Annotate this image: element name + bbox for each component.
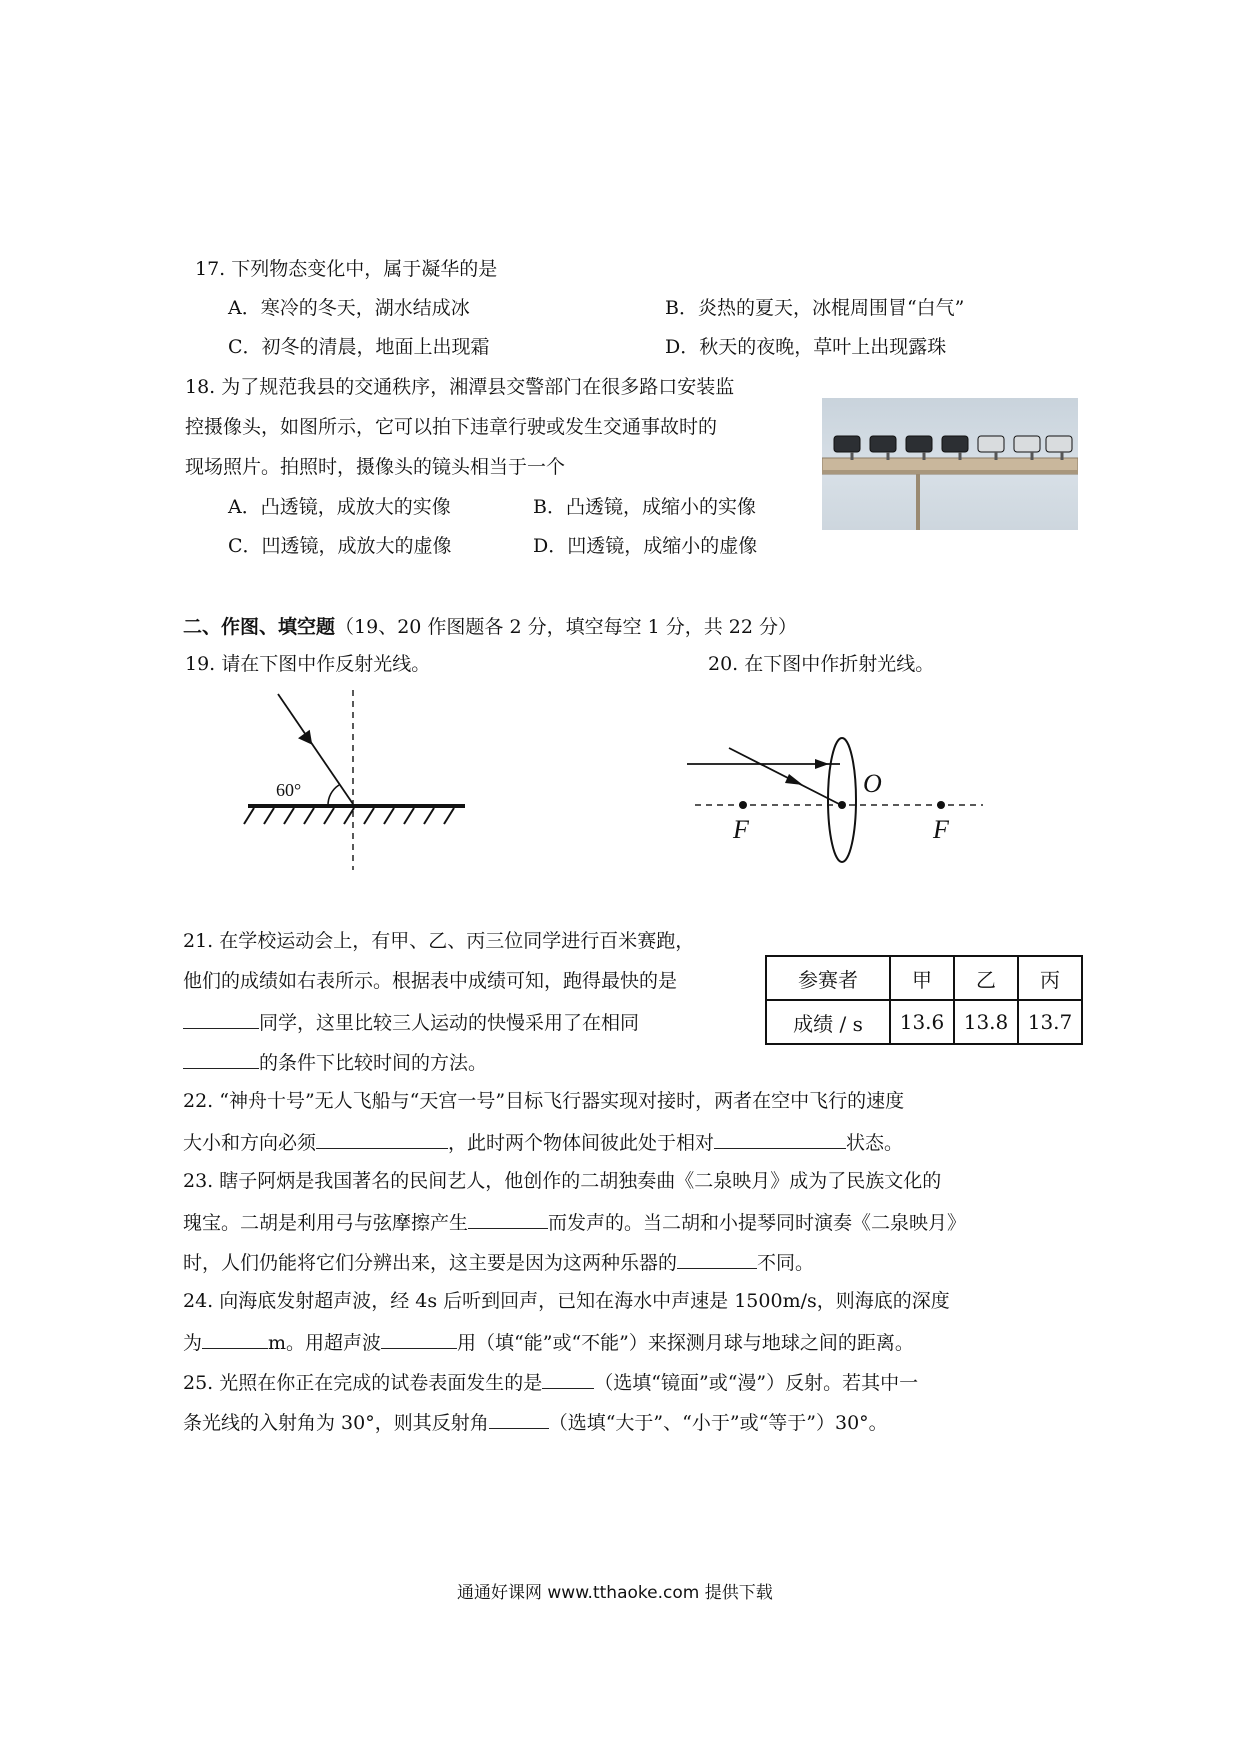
q18-line2: 控摄像头，如图所示，它可以拍下违章行驶或发生交通事故时的 <box>185 416 718 438</box>
q17-option-c: C．初冬的清晨，地面上出现霜 <box>228 336 490 358</box>
table-cell: 13.7 <box>1018 1000 1082 1044</box>
q24-line2-part2: m。用超声波 <box>268 1332 382 1354</box>
section2-title: 二、作图、填空题 <box>183 616 336 638</box>
q22-blank-2[interactable] <box>714 1130 846 1149</box>
q22-line2 <box>183 1130 903 1155</box>
page-footer: 通通好课网 www.tthaoke.com 提供下载 <box>457 1583 773 1603</box>
table-header-cell: 丙 <box>1018 956 1082 1000</box>
traffic-camera-photo <box>822 398 1078 530</box>
q21-line3-text: 同学，这里比较三人运动的快慢采用了在相同 <box>259 1012 640 1034</box>
q25-blank-2[interactable] <box>489 1410 549 1429</box>
reflection-diagram <box>240 690 470 870</box>
q18-option-b: B．凸透镜，成缩小的实像 <box>533 496 756 518</box>
q24-blank-1[interactable] <box>202 1330 268 1349</box>
q25-line2-part2: （选填“大于”、“小于”或“等于”）30°。 <box>548 1412 888 1434</box>
q22-line1: 22. “神舟十号”无人飞船与“天宫一号”目标飞行器实现对接时，两者在空中飞行的速度 <box>183 1090 905 1112</box>
table-header-cell: 甲 <box>890 956 954 1000</box>
q17-option-a: A．寒冷的冬天，湖水结成冰 <box>228 297 470 319</box>
q24-line1: 24. 向海底发射超声波，经 4s 后听到回声，已知在海水中声速是 1500m/s，则海底的深度 <box>183 1290 950 1312</box>
q19-text: 19. 请在下图中作反射光线。 <box>185 653 431 675</box>
q17-option-d: D．秋天的夜晚，草叶上出现露珠 <box>665 336 947 358</box>
score-table <box>765 955 1083 1045</box>
q20-label-o: O <box>863 769 882 798</box>
table-cell: 13.8 <box>954 1000 1018 1044</box>
section2-note: （19、20 作图题各 2 分，填空每空 1 分，共 22 分） <box>335 616 798 638</box>
q21-line3 <box>183 1010 639 1035</box>
q24-line2-part3: 用（填“能”或“不能”）来探测月球与地球之间的距离。 <box>457 1332 914 1354</box>
q23-line2 <box>183 1210 966 1235</box>
q22-line2-part2: ，此时两个物体间彼此处于相对 <box>448 1132 715 1154</box>
q18-option-a: A．凸透镜，成放大的实像 <box>228 496 451 518</box>
q18-option-c: C．凹透镜，成放大的虚像 <box>228 535 452 557</box>
q22-line2-part3: 状态。 <box>846 1132 904 1154</box>
q17-option-b: B．炎热的夏天，冰棍周围冒“白气” <box>665 297 965 319</box>
q24-blank-2[interactable] <box>381 1330 457 1349</box>
q25-line2-part1: 条光线的入射角为 30°，则其反射角 <box>183 1412 489 1434</box>
q23-line3-part2: 不同。 <box>757 1252 815 1274</box>
q23-blank-1[interactable] <box>468 1210 548 1229</box>
q25-line1-part2: （选填“镜面”或“漫”）反射。若其中一 <box>594 1372 919 1394</box>
q19-angle-label: 60° <box>276 780 302 800</box>
q18-line1: 18. 为了规范我县的交通秩序，湘潭县交警部门在很多路口安装监 <box>185 376 735 398</box>
q20-label-f-left: F <box>733 815 749 844</box>
q21-line4-text: 的条件下比较时间的方法。 <box>259 1052 488 1074</box>
table-header-row <box>766 956 1082 1000</box>
q22-blank-1[interactable] <box>316 1130 448 1149</box>
q25-line1 <box>183 1370 918 1395</box>
table-row <box>766 1000 1082 1044</box>
refraction-diagram <box>685 700 985 870</box>
q23-line1: 23. 瞎子阿炳是我国著名的民间艺人，他创作的二胡独奏曲《二泉映月》成为了民族文化的 <box>183 1170 942 1192</box>
q21-line1: 21. 在学校运动会上，有甲、乙、丙三位同学进行百米赛跑， <box>183 930 695 952</box>
q21-line2: 他们的成绩如右表所示。根据表中成绩可知，跑得最快的是 <box>183 970 678 992</box>
table-header-cell: 参赛者 <box>766 956 890 1000</box>
q23-line2-part1: 瑰宝。二胡是利用弓与弦摩擦产生 <box>183 1212 469 1234</box>
q20-label-f-right: F <box>933 815 949 844</box>
q25-blank-1[interactable] <box>542 1370 594 1389</box>
q23-line2-part2: 而发声的。当二胡和小提琴同时演奏《二泉映月》 <box>548 1212 967 1234</box>
q24-line2 <box>183 1330 914 1355</box>
q24-line2-part1: 为 <box>183 1332 203 1354</box>
q21-blank-1[interactable] <box>183 1010 259 1029</box>
q17-stem: 17. 下列物态变化中，属于凝华的是 <box>195 258 498 280</box>
q18-option-d: D．凹透镜，成缩小的虚像 <box>533 535 758 557</box>
section2-heading <box>183 616 797 639</box>
q25-line2 <box>183 1410 888 1435</box>
q22-line2-part1: 大小和方向必须 <box>183 1132 317 1154</box>
q20-text: 20. 在下图中作折射光线。 <box>708 653 935 675</box>
table-header-cell: 乙 <box>954 956 1018 1000</box>
q25-line1-part1: 25. 光照在你正在完成的试卷表面发生的是 <box>183 1372 543 1394</box>
table-cell: 成绩 / s <box>766 1000 890 1044</box>
q18-line3: 现场照片。拍照时，摄像头的镜头相当于一个 <box>185 456 566 478</box>
q23-line3-part1: 时，人们仍能将它们分辨出来，这主要是因为这两种乐器的 <box>183 1252 678 1274</box>
q21-blank-2[interactable] <box>183 1050 259 1069</box>
q21-line4 <box>183 1050 487 1075</box>
table-cell: 13.6 <box>890 1000 954 1044</box>
traffic-camera-drawing <box>822 398 1078 530</box>
q23-blank-2[interactable] <box>677 1250 757 1269</box>
q23-line3 <box>183 1250 814 1275</box>
